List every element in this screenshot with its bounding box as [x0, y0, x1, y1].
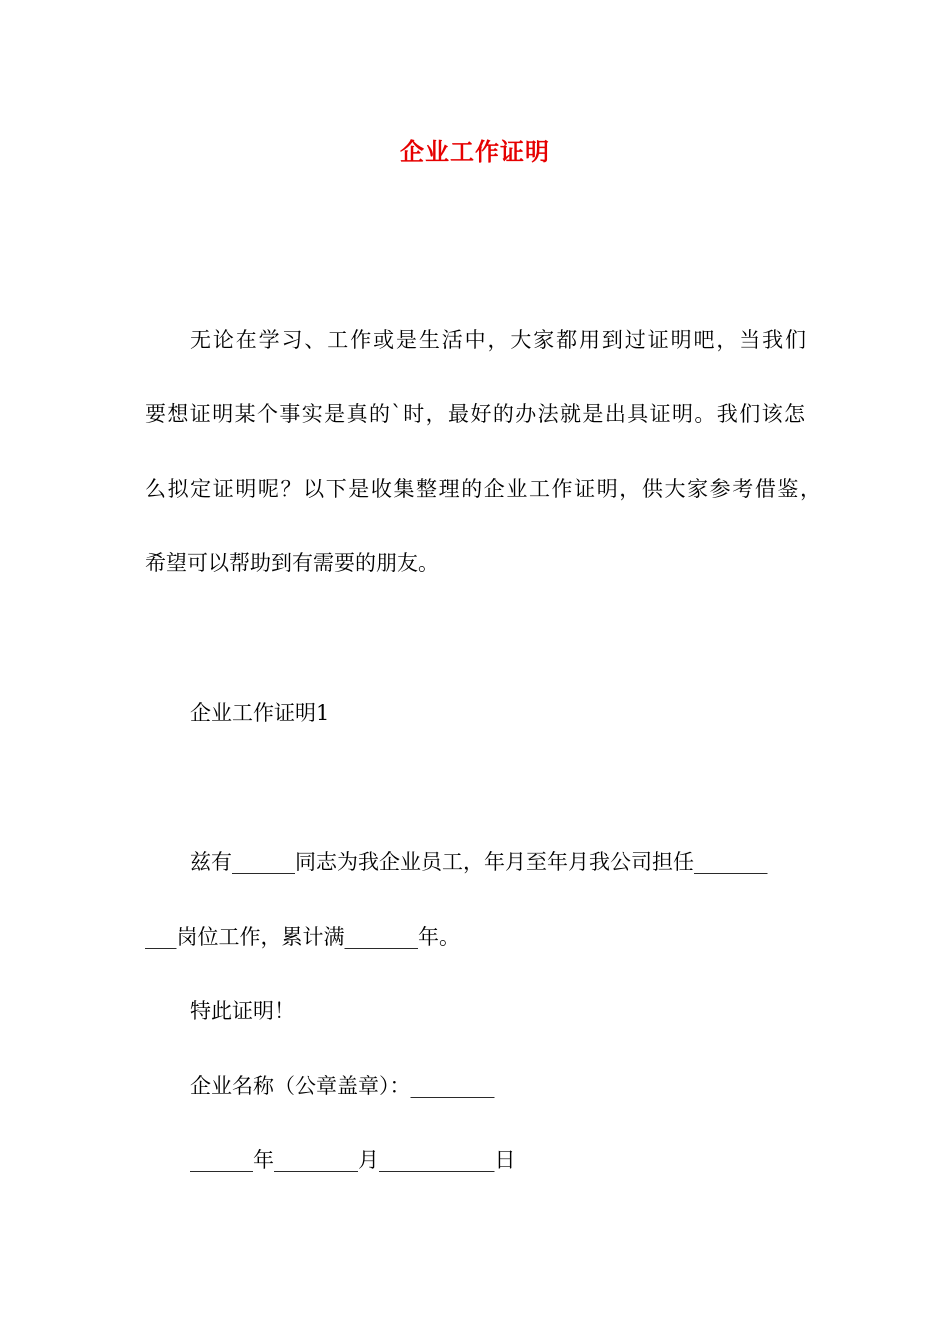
section-heading: 企业工作证明1 — [190, 701, 330, 725]
body-line-2: ___岗位工作，累计满_______年。 — [145, 925, 460, 949]
date-line: ______年________月___________日 — [190, 1148, 516, 1172]
intro-line-2: 要想证明某个事实是真的`时，最好的办法就是出具证明。我们该怎 — [145, 402, 805, 426]
company-name-line: 企业名称（公章盖章）：________ — [190, 1074, 495, 1098]
closing-text: 特此证明！ — [190, 999, 295, 1023]
intro-line-1: 无论在学习、工作或是生活中，大家都用到过证明吧，当我们 — [190, 328, 806, 352]
document-title: 企业工作证明 — [400, 137, 550, 166]
intro-line-3: 么拟定证明呢？以下是收集整理的企业工作证明，供大家参考借鉴， — [145, 477, 821, 501]
body-line-1: 兹有______同志为我企业员工，年月至年月我公司担任_______ — [190, 850, 768, 874]
intro-line-4: 希望可以帮助到有需要的朋友。 — [145, 551, 439, 575]
